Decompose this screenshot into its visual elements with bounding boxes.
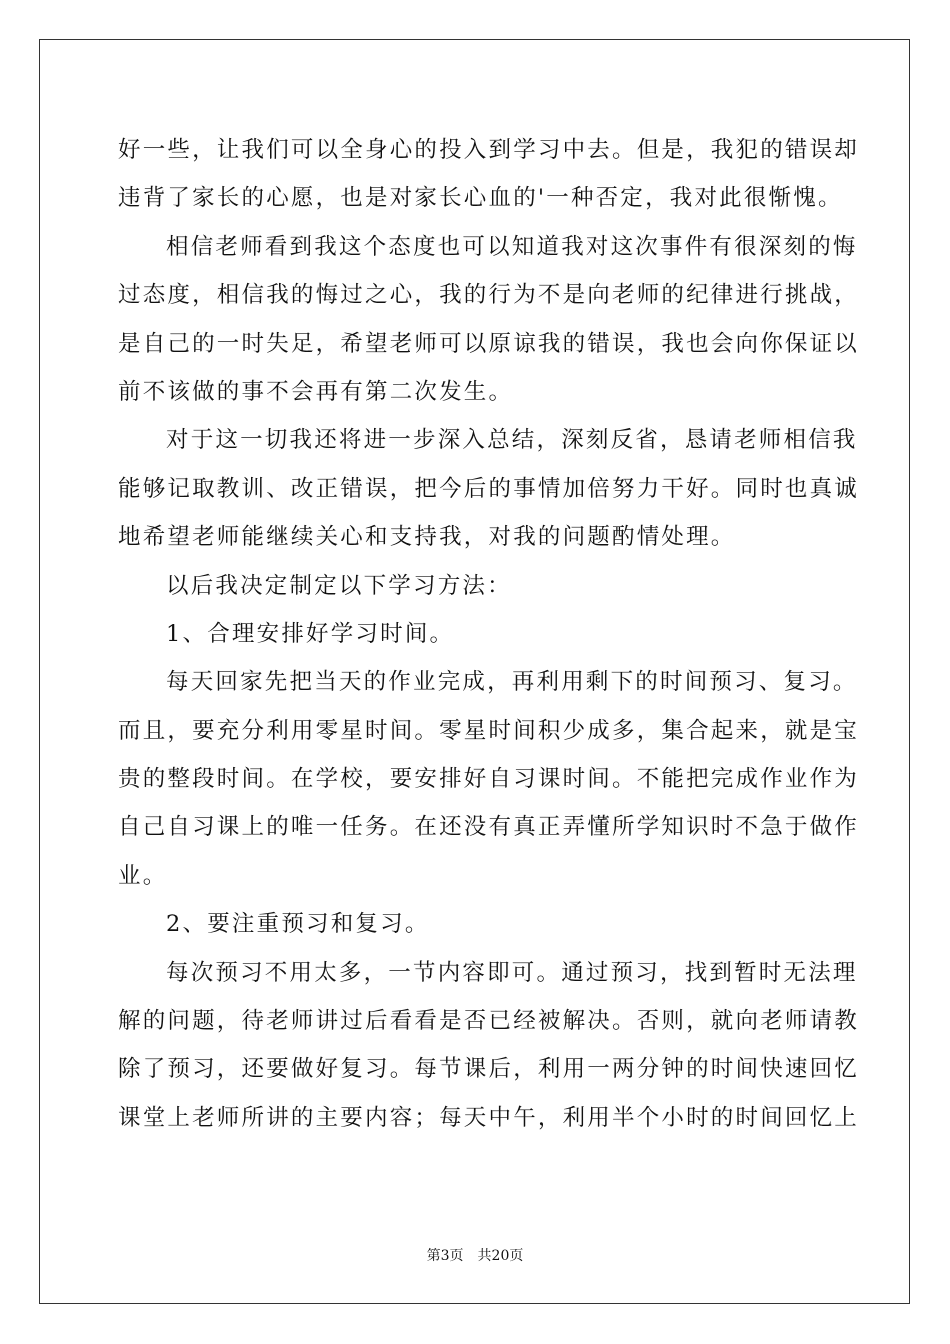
text-line: 地希望老师能继续关心和支持我，对我的问题酌情处理。 bbox=[118, 524, 736, 551]
text-line: 能够记取教训、改正错误，把今后的事情加倍努力干好。同时也真诚 bbox=[118, 475, 860, 502]
text-line: 解的问题，待老师讲过后看看是否已经被解决。否则，就向老师请教 bbox=[118, 1008, 860, 1035]
text-line: 贵的整段时间。在学校，要安排好自习课时间。不能把完成作业作为 bbox=[118, 766, 860, 793]
document-body bbox=[118, 126, 860, 1142]
list-heading-1: 1、合理安排好学习时间。 bbox=[166, 620, 455, 647]
paragraph-start-line: 每次预习不用太多，一节内容即可。通过预习，找到暂时无法理 bbox=[166, 959, 858, 986]
paragraph-start-line: 每天回家先把当天的作业完成，再利用剩下的时间预习、复习。 bbox=[166, 669, 858, 696]
text-line: 课堂上老师所讲的主要内容；每天中午，利用半个小时的时间回忆上 bbox=[118, 1104, 860, 1131]
text-line: 自己自习课上的唯一任务。在还没有真正弄懂所学知识时不急于做作 bbox=[118, 814, 860, 841]
text-line: 好一些，让我们可以全身心的投入到学习中去。但是，我犯的错误却 bbox=[118, 137, 860, 163]
list-heading-2: 2、要注重预习和复习。 bbox=[166, 911, 430, 938]
page-number-footer: 第3页 共20页 bbox=[426, 1248, 524, 1264]
paragraph-start-line: 对于这一切我还将进一步深入总结，深刻反省，恳请老师相信我 bbox=[166, 427, 858, 454]
paragraph-start-line: 相信老师看到我这个态度也可以知道我对这次事件有很深刻的悔 bbox=[166, 233, 858, 260]
text-line: 是自己的一时失足，希望老师可以原谅我的错误，我也会向你保证以 bbox=[118, 330, 860, 357]
text-line: 违背了家长的心愿，也是对家长心血的'一种否定，我对此很惭愧。 bbox=[118, 185, 843, 212]
text-line: 除了预习，还要做好复习。每节课后，利用一两分钟的时间快速回忆 bbox=[118, 1056, 860, 1083]
paragraph-start-line: 以后我决定制定以下学习方法： bbox=[166, 572, 512, 599]
text-line: 过态度，相信我的悔过之心，我的行为不是向老师的纪律进行挑战， bbox=[118, 282, 860, 309]
text-line: 业。 bbox=[118, 862, 168, 889]
text-line: 前不该做的事不会再有第二次发生。 bbox=[118, 378, 514, 405]
text-line: 而且，要充分利用零星时间。零星时间积少成多，集合起来，就是宝 bbox=[118, 717, 860, 744]
